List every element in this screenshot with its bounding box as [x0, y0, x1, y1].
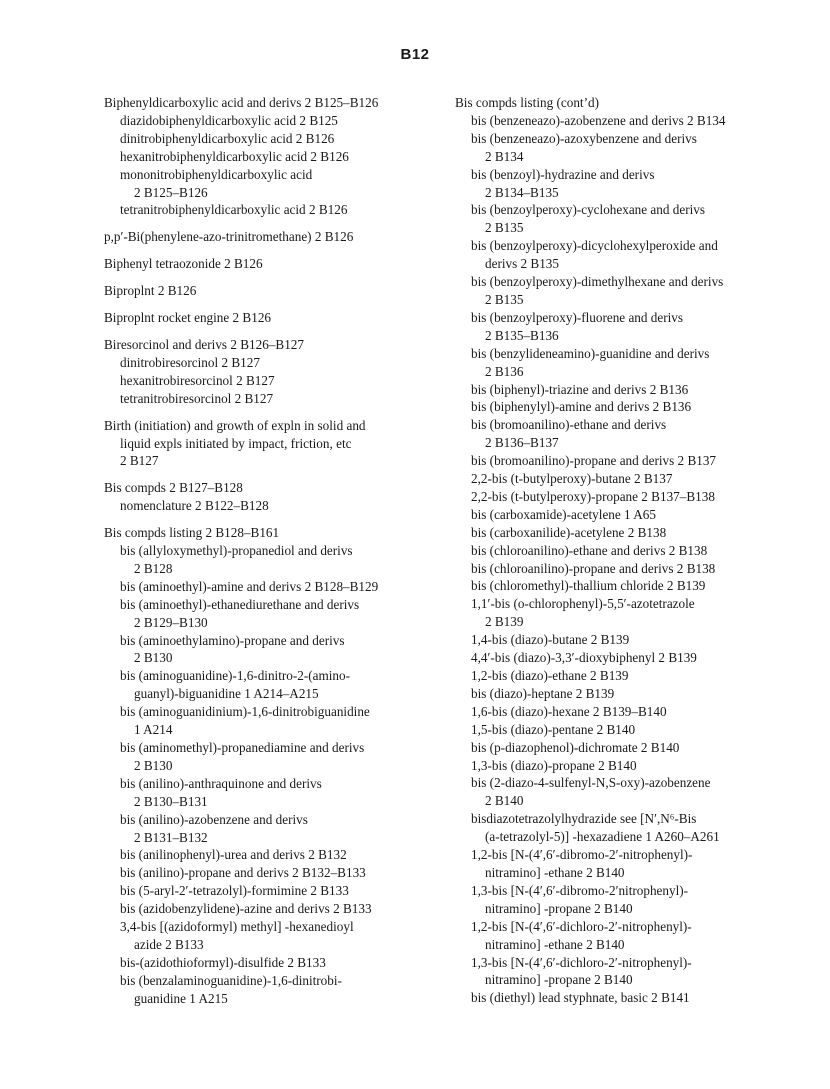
index-subentry: bis (5-aryl-2′-tetrazolyl)-formimine 2 B133: [120, 883, 349, 899]
index-subentry: 2 B134–B135: [485, 184, 559, 200]
index-heading-entry: p,p′-Bi(phenylene-azo-trinitromethane) 2 B126: [104, 229, 354, 245]
index-subentry: 2 B135–B136: [485, 327, 559, 343]
index-subentry: nitramino] -ethane 2 B140: [485, 936, 625, 952]
index-subentry: bis (benzylideneamino)-guanidine and derivs: [471, 345, 710, 361]
index-heading-entry: Biproplnt 2 B126: [104, 283, 197, 299]
index-subentry: 2 B130–B131: [134, 793, 208, 809]
index-heading-entry: Biphenyl tetraozonide 2 B126: [104, 256, 263, 272]
entry-spacer: [104, 327, 444, 336]
page-title: B12: [400, 46, 430, 63]
index-subentry: bis (aminomethyl)-propanediamine and derivs: [120, 740, 365, 755]
index-column-right: [455, 94, 810, 1007]
index-subentry: dinitrobiresorcinol 2 B127: [120, 354, 260, 370]
index-subentry: hexanitrobiphenyldicarboxylic acid 2 B126: [120, 148, 349, 164]
index-subentry: bis (diethyl) lead styphnate, basic 2 B141: [471, 990, 690, 1006]
entry-spacer: [104, 273, 444, 282]
index-subentry: 1,3-bis (diazo)-propane 2 B140: [471, 757, 637, 773]
index-subentry: bis (chloroanilino)-ethane and derivs 2 B138: [471, 542, 708, 558]
index-subentry: bis (carboxanilide)-acetylene 2 B138: [471, 524, 667, 540]
index-subentry: bis (aminoethyl)-amine and derivs 2 B128–B129: [120, 578, 379, 594]
index-subentry: nitramino] -propane 2 B140: [485, 900, 633, 916]
index-subentry: bis-(azidothioformyl)-disulfide 2 B133: [120, 954, 326, 970]
index-subentry: bis (biphenyl)-triazine and derivs 2 B136: [471, 381, 689, 397]
index-subentry: azide 2 B133: [134, 936, 204, 952]
index-subentry: bis (anilinophenyl)-urea and derivs 2 B132: [120, 847, 347, 863]
index-subentry: tetranitrobiphenyldicarboxylic acid 2 B126: [120, 202, 348, 218]
index-subentry: 1,6-bis (diazo)-hexane 2 B139–B140: [471, 703, 667, 719]
index-subentry: 1 A214: [134, 722, 173, 738]
index-subentry: 2 B129–B130: [134, 614, 208, 630]
index-subentry: bis (azidobenzylidene)-azine and derivs 2 B133: [120, 901, 372, 917]
index-heading-entry: Birth (initiation) and growth of expln in solid and: [104, 417, 366, 433]
index-subentry: bis (bromoanilino)-ethane and derivs: [471, 417, 667, 433]
index-subentry: guanidine 1 A215: [134, 990, 228, 1006]
index-subentry: 2 B125–B126: [134, 184, 208, 200]
index-heading-entry: Bis compds listing (cont’d): [455, 95, 599, 110]
index-heading-entry: Biphenyldicarboxylic acid and derivs 2 B125–B126: [104, 95, 379, 110]
entry-spacer: [104, 300, 444, 309]
index-subentry: bis (aminoethylamino)-propane and derivs: [120, 632, 345, 648]
index-subentry: bis (aminoguanidinium)-1,6-dinitrobiguanidine: [120, 704, 370, 720]
index-subentry: 4,4′-bis (diazo)-3,3′-dioxybiphenyl 2 B139: [471, 650, 697, 666]
index-subentry: bis (anilino)-propane and derivs 2 B132–B133: [120, 865, 366, 881]
index-subentry: 2 B136: [485, 363, 524, 379]
index-subentry: bis (benzoyl)-hydrazine and derivs: [471, 166, 655, 182]
entry-spacer: [104, 408, 444, 417]
index-subentry: guanyl)-biguanidine 1 A214–A215: [134, 686, 319, 702]
index-subentry: 1,5-bis (diazo)-pentane 2 B140: [471, 721, 636, 737]
index-subentry: nomenclature 2 B122–B128: [120, 498, 269, 514]
index-subentry: 2 B130: [134, 650, 173, 666]
index-subentry: bis (aminoethyl)-ethanediurethane and derivs: [120, 596, 360, 612]
index-subentry: bis (benzalaminoguanidine)-1,6-dinitrobi-: [120, 972, 342, 988]
index-subentry: 1,1′-bis (o-chlorophenyl)-5,5′-azotetrazole: [471, 596, 695, 612]
index-subentry: bis (p-diazophenol)-dichromate 2 B140: [471, 739, 680, 755]
index-subentry: bis (carboxamide)-acetylene 1 A65: [471, 506, 656, 522]
index-subentry: derivs 2 B135: [485, 256, 559, 272]
index-subentry: 2 B140: [485, 793, 524, 809]
index-subentry: mononitrobiphenyldicarboxylic acid: [120, 166, 313, 182]
index-heading-entry: Bis compds listing 2 B128–B161: [104, 525, 280, 541]
index-subentry: 3,4-bis [(azidoformyl) methyl] -hexanedioyl: [120, 919, 354, 935]
index-subentry: bis (allyloxymethyl)-propanediol and derivs: [120, 543, 353, 559]
index-subentry: 2 B139: [485, 614, 524, 630]
index-subentry: bis (anilino)-anthraquinone and derivs: [120, 775, 322, 791]
index-subentry: bis (biphenylyl)-amine and derivs 2 B136: [471, 399, 692, 415]
index-subentry: 1,4-bis (diazo)-butane 2 B139: [471, 632, 630, 648]
index-subentry: dinitrobiphenyldicarboxylic acid 2 B126: [120, 130, 335, 146]
index-subentry: bis (anilino)-azobenzene and derivs: [120, 811, 308, 827]
index-subentry: hexanitrobiresorcinol 2 B127: [120, 372, 275, 388]
index-subentry: 2 B128: [134, 560, 173, 576]
index-subentry: bis (diazo)-heptane 2 B139: [471, 685, 615, 701]
index-heading-entry: Biproplnt rocket engine 2 B126: [104, 310, 272, 326]
index-subentry: 1,2-bis [N-(4′,6′-dibromo-2′-nitrophenyl)-: [471, 847, 693, 863]
index-subentry: 2 B130: [134, 757, 173, 773]
entry-spacer: [104, 515, 444, 524]
index-subentry: 2 B127: [120, 453, 159, 469]
index-subentry: bis (benzoylperoxy)-cyclohexane and derivs: [471, 202, 705, 218]
index-subentry: bis (benzoylperoxy)-fluorene and derivs: [471, 309, 684, 325]
index-subentry: bis (benzoylperoxy)-dicyclohexylperoxide and: [471, 238, 718, 254]
index-subentry: 2,2-bis (t-butylperoxy)-butane 2 B137: [471, 471, 673, 487]
index-subentry: diazidobiphenyldicarboxylic acid 2 B125: [120, 112, 338, 128]
index-subentry: bis (chloromethyl)-thallium chloride 2 B139: [471, 578, 706, 594]
entry-spacer: [104, 470, 444, 479]
index-subentry: 1,3-bis [N-(4′,6′-dibromo-2′nitrophenyl)-: [471, 882, 689, 898]
index-subentry: 1,2-bis (diazo)-ethane 2 B139: [471, 668, 629, 683]
index-column-left: [104, 94, 444, 1008]
index-subentry: bis (chloroanilino)-propane and derivs 2 B138: [471, 560, 716, 576]
index-subentry: bis (benzeneazo)-azobenzene and derivs 2 B134: [471, 112, 726, 128]
index-subentry: 2,2-bis (t-butylperoxy)-propane 2 B137–B138: [471, 488, 715, 504]
index-heading-entry: Bis compds 2 B127–B128: [104, 480, 243, 496]
index-subentry: nitramino] -propane 2 B140: [485, 972, 633, 988]
index-subentry: 2 B135: [485, 220, 524, 236]
index-subentry: (a-tetrazolyl-5)] -hexazadiene 1 A260–A261: [485, 829, 720, 845]
index-subentry: liquid expls initiated by impact, friction, etc: [120, 435, 352, 451]
index-heading-entry: Biresorcinol and derivs 2 B126–B127: [104, 336, 304, 352]
entry-spacer: [104, 246, 444, 255]
index-subentry: 2 B134: [485, 148, 524, 164]
index-subentry: 2 B131–B132: [134, 829, 208, 845]
index-subentry: bis (bromoanilino)-propane and derivs 2 B137: [471, 453, 717, 469]
entry-spacer: [104, 219, 444, 228]
index-subentry: bisdiazotetrazolylhydrazide see [N′,N⁶-Bis: [471, 811, 697, 827]
index-subentry: tetranitrobiresorcinol 2 B127: [120, 390, 274, 406]
index-subentry: bis (benzoylperoxy)-dimethylhexane and derivs: [471, 274, 724, 290]
index-subentry: 2 B136–B137: [485, 435, 559, 451]
index-subentry: 1,2-bis [N-(4′,6′-dichloro-2′-nitrophenyl)-: [471, 918, 692, 934]
index-subentry: nitramino] -ethane 2 B140: [485, 864, 625, 880]
index-subentry: bis (aminoguanidine)-1,6-dinitro-2-(amino-: [120, 668, 350, 684]
index-subentry: bis (2-diazo-4-sulfenyl-N,S-oxy)-azobenzene: [471, 775, 711, 791]
index-subentry: 1,3-bis [N-(4′,6′-dichloro-2′-nitrophenyl)-: [471, 954, 692, 970]
index-subentry: 2 B135: [485, 291, 524, 307]
index-subentry: bis (benzeneazo)-azoxybenzene and derivs: [471, 130, 697, 146]
